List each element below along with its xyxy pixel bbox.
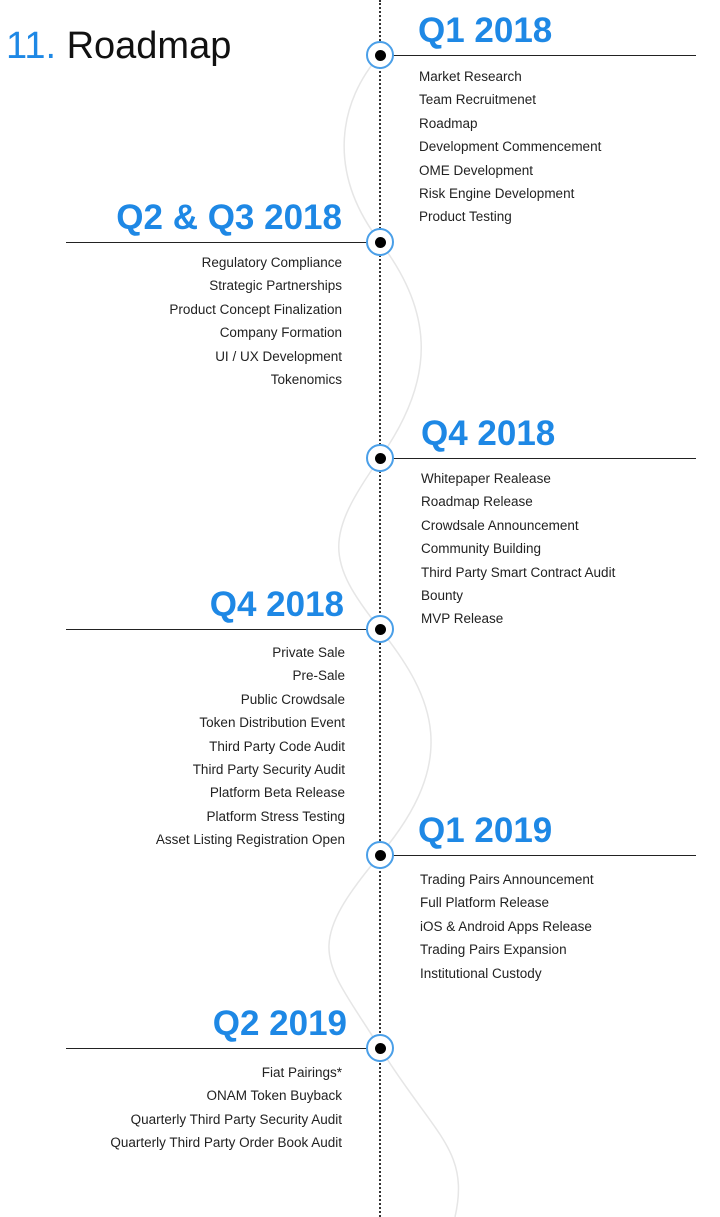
- milestone-item: OME Development: [419, 162, 534, 178]
- milestone-items: [110, 1061, 342, 1155]
- milestone-item: Regulatory Compliance: [201, 255, 342, 270]
- milestone-node-dot: [375, 850, 386, 861]
- milestone-connector-line: [66, 629, 380, 630]
- milestone-item: Institutional Custody: [420, 965, 542, 981]
- milestone-items: [420, 868, 594, 985]
- milestone-item: Fiat Pairings*: [261, 1065, 342, 1080]
- milestone-period-title: Q1 2019: [418, 811, 553, 850]
- milestone-item: Tokenomics: [270, 371, 342, 387]
- milestone-period-title: Q1 2018: [418, 11, 553, 50]
- milestone-node: [366, 228, 394, 256]
- milestone-item: Trading Pairs Expansion: [420, 942, 567, 958]
- milestone-item: Token Distribution Event: [199, 715, 345, 731]
- milestone-node-dot: [375, 237, 386, 248]
- milestone-item: Quarterly Third Party Security Audit: [130, 1111, 342, 1127]
- milestone-connector-line: [380, 55, 696, 56]
- milestone-item: Risk Engine Development: [419, 185, 575, 201]
- milestone-item: Company Formation: [219, 325, 342, 341]
- section-number: 11.: [6, 25, 57, 67]
- milestone-node-dot: [375, 624, 386, 635]
- milestone-connector-line: [66, 1048, 380, 1049]
- milestone-item: Third Party Code Audit: [209, 738, 345, 754]
- milestone-item: Trading Pairs Announcement: [420, 872, 594, 887]
- milestone-node-dot: [375, 50, 386, 61]
- milestone-item: Team Recruitmenet: [419, 92, 537, 108]
- milestone-connector-line: [380, 458, 696, 459]
- milestone-node: [366, 841, 394, 869]
- milestone-item: Platform Stress Testing: [206, 808, 345, 824]
- milestone-item: Third Party Smart Contract Audit: [421, 564, 616, 580]
- milestone-item: Roadmap Release: [421, 494, 533, 510]
- milestone-item: Development Commencement: [419, 139, 602, 155]
- milestone-item: MVP Release: [421, 611, 504, 627]
- milestone-item: Quarterly Third Party Order Book Audit: [110, 1135, 342, 1151]
- milestone-item: Platform Beta Release: [209, 785, 345, 801]
- milestone-item: Market Research: [419, 69, 522, 84]
- milestone-item: Community Building: [421, 541, 542, 557]
- milestone-item: Bounty: [421, 587, 464, 603]
- milestone-item: Third Party Security Audit: [192, 761, 345, 777]
- milestone-item: Product Concept Finalization: [169, 301, 342, 317]
- milestone-item: Whitepaper Realease: [421, 471, 551, 486]
- milestone-node-dot: [375, 453, 386, 464]
- milestone-item: Strategic Partnerships: [209, 278, 342, 294]
- milestone-connector-line: [380, 855, 696, 856]
- milestone-connector-line: [66, 242, 380, 243]
- milestone-node: [366, 1034, 394, 1062]
- milestone-items: [169, 251, 342, 391]
- milestone-period-title: Q2 & Q3 2018: [116, 198, 342, 237]
- milestone-item: iOS & Android Apps Release: [420, 918, 592, 934]
- milestone-period-title: Q4 2018: [421, 414, 556, 453]
- milestone-item: Public Crowdsale: [240, 691, 345, 707]
- milestone-node: [366, 41, 394, 69]
- milestone-item: Asset Listing Registration Open: [155, 832, 345, 848]
- milestone-items: [421, 467, 615, 631]
- milestone-items: [419, 65, 601, 229]
- milestone-item: Pre-Sale: [292, 668, 345, 684]
- milestone-period-title: Q2 2019: [212, 1004, 347, 1043]
- milestone-item: ONAM Token Buyback: [206, 1088, 342, 1104]
- section-title: Roadmap: [66, 25, 232, 67]
- milestone-item: Product Testing: [419, 209, 512, 225]
- milestone-node: [366, 615, 394, 643]
- milestone-item: Private Sale: [272, 645, 345, 660]
- milestone-node: [366, 444, 394, 472]
- milestone-items: [156, 641, 345, 852]
- milestone-item: Crowdsale Announcement: [421, 517, 579, 533]
- milestone-period-title: Q4 2018: [209, 585, 344, 624]
- milestone-item: UI / UX Development: [215, 348, 342, 364]
- milestone-node-dot: [375, 1043, 386, 1054]
- milestone-item: Full Platform Release: [420, 895, 550, 911]
- milestone-item: Roadmap: [419, 115, 478, 131]
